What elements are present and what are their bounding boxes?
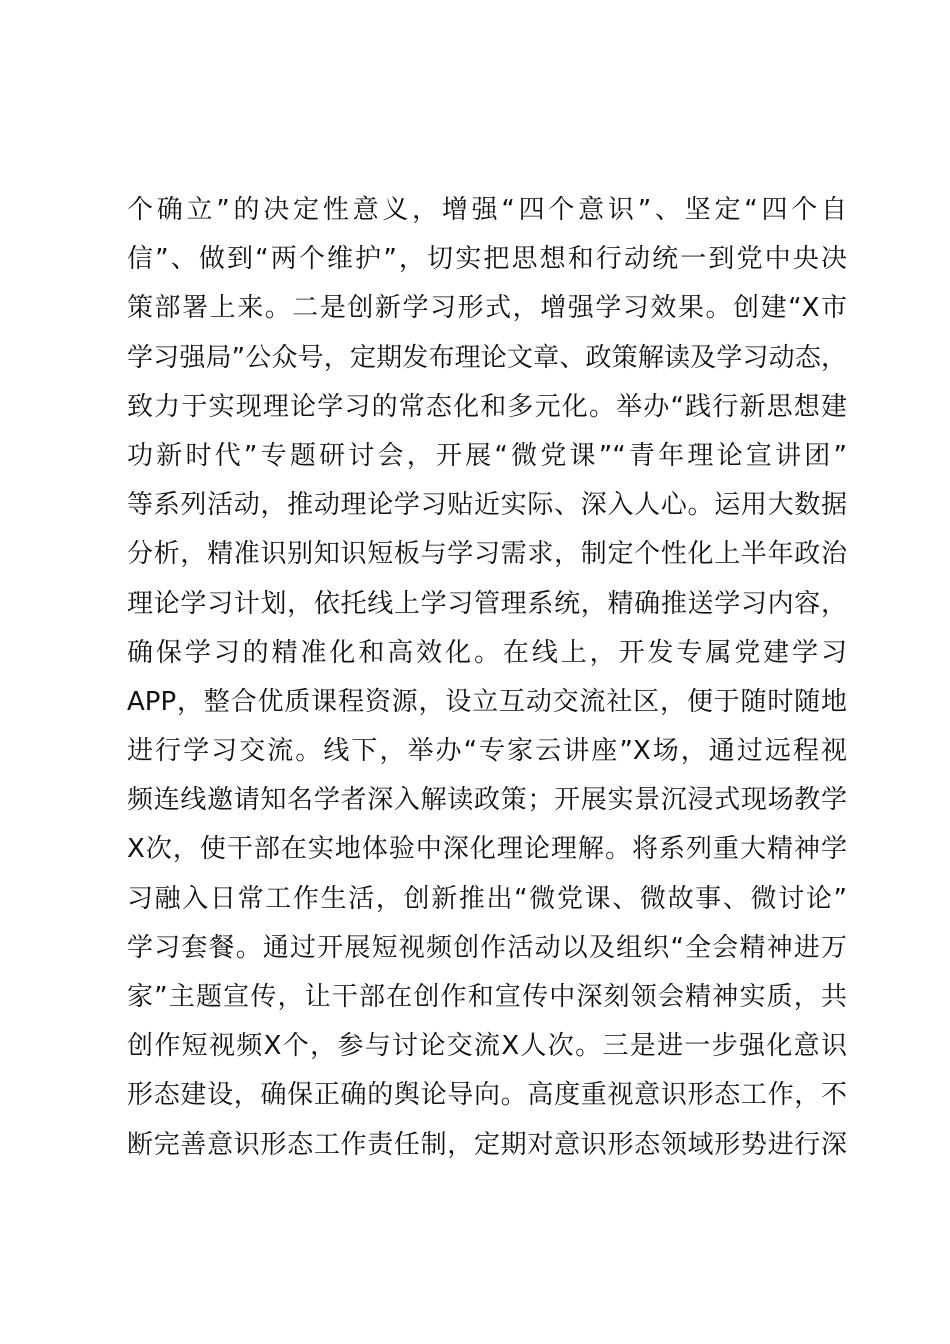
text-line: 创作短视频X个，参与讨论交流X人次。三是进一步强化意识 [127,1031,847,1062]
text-line: 致力于实现理论学习的常态化和多元化。举办“践行新思想建 [127,391,847,422]
text-line: 功新时代”专题研讨会，开展“微党课”“青年理论宣讲团” [127,440,847,471]
text-line: APP，整合优质课程资源，设立互动交流社区，便于随时随地 [127,686,847,717]
text-line: 学习强局”公众号，定期发布理论文章、政策解读及学习动态， [127,342,847,373]
text-line: 等系列活动，推动理论学习贴近实际、深入人心。运用大数据 [127,490,847,521]
text-line: 确保学习的精准化和高效化。在线上，开发专属党建学习 [127,637,847,668]
text-line: 分析，精准识别知识短板与学习需求，制定个性化上半年政治 [127,539,847,570]
text-line: 断完善意识形态工作责任制，定期对意识形态领域形势进行深 [127,1129,847,1160]
text-line: 个确立”的决定性意义，增强“四个意识”、坚定“四个自 [127,195,847,225]
text-line: 习融入日常工作生活，创新推出“微党课、微故事、微讨论” [127,883,847,914]
text-line: X次，使干部在实地体验中深化理论理解。将系列重大精神学 [127,834,847,865]
body-paragraph [127,186,847,1170]
text-line: 频连线邀请知名学者深入解读政策；开展实景沉浸式现场教学 [127,785,847,816]
text-line: 家”主题宣传，让干部在创作和宣传中深刻领会精神实质，共 [127,982,847,1012]
text-line: 学习套餐。通过开展短视频创作活动以及组织“全会精神进万 [127,932,847,963]
text-line: 策部署上来。二是创新学习形式，增强学习效果。创建“X市 [127,293,847,324]
text-line: 理论学习计划，依托线上学习管理系统，精确推送学习内容， [127,588,847,619]
text-line: 形态建设，确保正确的舆论导向。高度重视意识形态工作，不 [127,1080,847,1111]
text-line: 信”、做到“两个维护”，切实把思想和行动统一到党中央决 [127,244,847,275]
text-line: 进行学习交流。线下，举办“专家云讲座”X场，通过远程视 [127,736,847,767]
